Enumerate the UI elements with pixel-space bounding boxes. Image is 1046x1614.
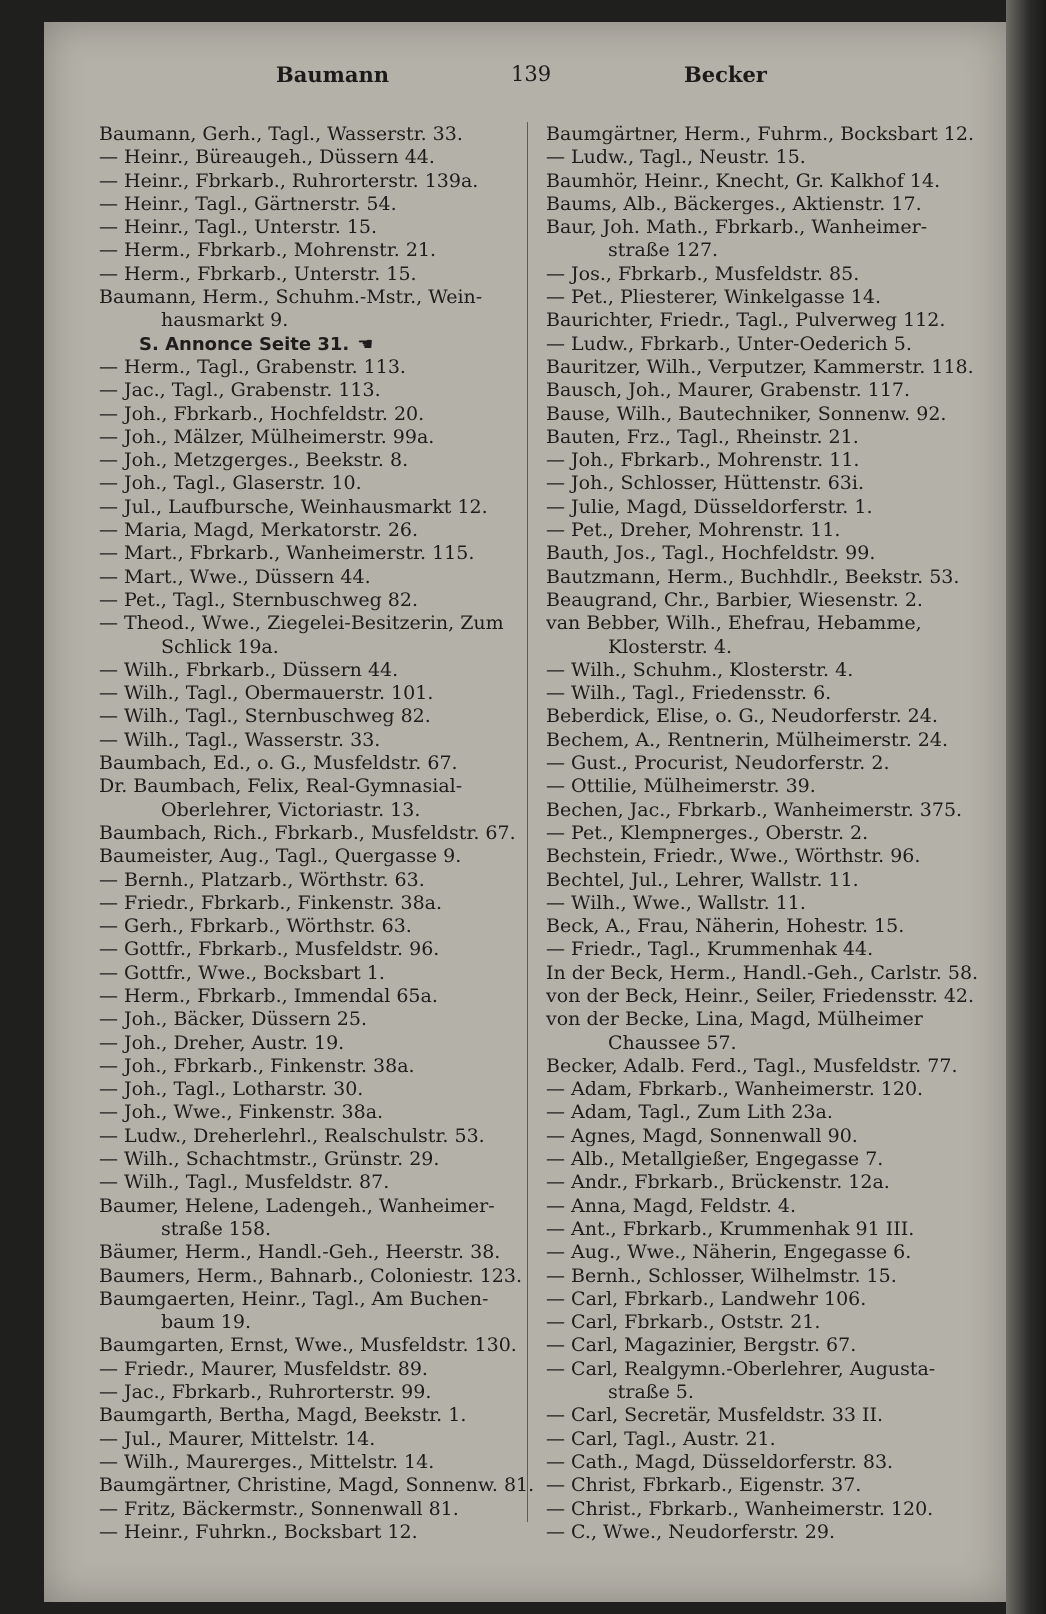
directory-entry: — Adam, Tagl., Zum Lith 23a. xyxy=(546,1101,833,1124)
directory-entry: — Heinr., Fuhrkn., Bocksbart 12. xyxy=(99,1520,418,1543)
directory-entry: Baumgärtner, Christine, Magd, Sonnenw. 81. xyxy=(99,1474,535,1497)
directory-entry: — Ludw., Tagl., Neustr. 15. xyxy=(546,146,806,169)
directory-entry: Baums, Alb., Bäckerges., Aktienstr. 17. xyxy=(546,192,922,215)
directory-entry: — Wilh., Tagl., Obermauerstr. 101. xyxy=(99,682,434,705)
directory-entry: Bauth, Jos., Tagl., Hochfeldstr. 99. xyxy=(546,542,876,565)
directory-entry: — Joh., Tagl., Glaserstr. 10. xyxy=(99,472,362,495)
directory-entry: — Wilh., Maurerges., Mittelstr. 14. xyxy=(99,1450,435,1473)
right-column xyxy=(546,123,986,1544)
directory-entry: — Gust., Procurist, Neudorferstr. 2. xyxy=(546,752,890,775)
directory-entry: Baumbach, Ed., o. G., Musfeldstr. 67. xyxy=(99,752,458,775)
directory-entry: — Pet., Klempnerges., Oberstr. 2. xyxy=(546,821,869,844)
directory-entry: Baumgarten, Ernst, Wwe., Musfeldstr. 130. xyxy=(99,1334,517,1357)
directory-entry: — Joh., Tagl., Lotharstr. 30. xyxy=(99,1078,364,1101)
directory-entry: Baumhör, Heinr., Knecht, Gr. Kalkhof 14. xyxy=(546,169,941,192)
directory-entry: — Ludw., Dreherlehrl., Realschulstr. 53. xyxy=(99,1124,485,1147)
directory-entry: Schlick 19a. xyxy=(161,635,279,658)
header-right-keyword: Becker xyxy=(684,62,767,87)
directory-entry: — Carl, Fbrkarb., Oststr. 21. xyxy=(546,1311,821,1334)
directory-entry: — Joh., Fbrkarb., Finkenstr. 38a. xyxy=(99,1054,415,1077)
directory-entry: — Jul., Maurer, Mittelstr. 14. xyxy=(99,1427,376,1450)
directory-entry: — Carl, Magazinier, Bergstr. 67. xyxy=(546,1334,857,1357)
directory-entry: — Friedr., Fbrkarb., Finkenstr. 38a. xyxy=(99,891,443,914)
directory-entry: — Heinr., Tagl., Gärtnerstr. 54. xyxy=(99,192,397,215)
directory-entry: — Joh., Mälzer, Mülheimerstr. 99a. xyxy=(99,425,435,448)
annonce-reference: S. Annonce Seite 31. ☚ xyxy=(139,333,374,355)
directory-entry: straße 5. xyxy=(608,1381,694,1404)
directory-entry: — Joh., Fbrkarb., Mohrenstr. 11. xyxy=(546,449,860,472)
directory-entry: — Joh., Metzgerges., Beekstr. 8. xyxy=(99,449,409,472)
directory-entry: — Wilh., Tagl., Friedensstr. 6. xyxy=(546,682,832,705)
directory-entry: — Pet., Dreher, Mohrenstr. 11. xyxy=(546,519,841,542)
directory-entry: — Pet., Pliesterer, Winkelgasse 14. xyxy=(546,286,882,309)
directory-page xyxy=(44,22,1006,1602)
directory-entry: — Wilh., Fbrkarb., Düssern 44. xyxy=(99,658,399,681)
directory-entry: In der Beck, Herm., Handl.-Geh., Carlstr. 58. xyxy=(546,961,979,984)
directory-entry: — Ludw., Fbrkarb., Unter-Oederich 5. xyxy=(546,332,912,355)
directory-entry: Bauten, Frz., Tagl., Rheinstr. 21. xyxy=(546,425,859,448)
directory-entry: — Heinr., Tagl., Unterstr. 15. xyxy=(99,216,378,239)
directory-entry: — Friedr., Tagl., Krummenhak 44. xyxy=(546,938,874,961)
directory-entry: von der Beck, Heinr., Seiler, Friedensstr. 42. xyxy=(546,984,975,1007)
directory-entry: — Joh., Wwe., Finkenstr. 38a. xyxy=(99,1101,384,1124)
directory-entry: — Gottfr., Fbrkarb., Musfeldstr. 96. xyxy=(99,938,440,961)
directory-entry: — Carl, Fbrkarb., Landwehr 106. xyxy=(546,1287,867,1310)
directory-entry: Baumeister, Aug., Tagl., Quergasse 9. xyxy=(99,845,462,868)
directory-entry: — Ottilie, Mülheimerstr. 39. xyxy=(546,775,816,798)
header-left-keyword: Baumann xyxy=(276,62,389,87)
directory-entry: von der Becke, Lina, Magd, Mülheimer xyxy=(546,1008,923,1031)
directory-entry: Bauritzer, Wilh., Verputzer, Kammerstr. 118. xyxy=(546,355,974,378)
directory-entry: Beaugrand, Chr., Barbier, Wiesenstr. 2. xyxy=(546,588,923,611)
directory-entry: — Maria, Magd, Merkatorstr. 26. xyxy=(99,519,419,542)
directory-entry: — Pet., Tagl., Sternbuschweg 82. xyxy=(99,588,419,611)
directory-entry: — C., Wwe., Neudorferstr. 29. xyxy=(546,1520,835,1543)
directory-entry: — Carl, Secretär, Musfeldstr. 33 II. xyxy=(546,1404,884,1427)
directory-entry: Baumann, Herm., Schuhm.-Mstr., Wein- xyxy=(99,286,483,309)
directory-entry: — Friedr., Maurer, Musfeldstr. 89. xyxy=(99,1357,428,1380)
directory-entry: — Mart., Wwe., Düssern 44. xyxy=(99,565,371,588)
directory-entry: — Wilh., Schuhm., Klosterstr. 4. xyxy=(546,658,854,681)
directory-entry: Bechen, Jac., Fbrkarb., Wanheimerstr. 375. xyxy=(546,798,963,821)
directory-entry: — Cath., Magd, Düsseldorferstr. 83. xyxy=(546,1450,894,1473)
directory-entry: Becker, Adalb. Ferd., Tagl., Musfeldstr. 77. xyxy=(546,1054,958,1077)
directory-entry: Beck, A., Frau, Näherin, Hohestr. 15. xyxy=(546,915,905,938)
directory-entry: — Jos., Fbrkarb., Musfeldstr. 85. xyxy=(546,262,860,285)
directory-entry: straße 158. xyxy=(161,1217,272,1240)
directory-entry: Chaussee 57. xyxy=(608,1031,737,1054)
directory-entry: — Jac., Fbrkarb., Ruhrorterstr. 99. xyxy=(99,1381,432,1404)
directory-entry: — Joh., Bäcker, Düssern 25. xyxy=(99,1008,368,1031)
directory-entry: — Joh., Schlosser, Hüttenstr. 63i. xyxy=(546,472,864,495)
directory-entry: Bechem, A., Rentnerin, Mülheimerstr. 24. xyxy=(546,728,948,751)
directory-entry: straße 127. xyxy=(608,239,719,262)
directory-entry: — Agnes, Magd, Sonnenwall 90. xyxy=(546,1124,858,1147)
directory-entry: Oberlehrer, Victoriastr. 13. xyxy=(161,798,421,821)
directory-entry: — Christ, Fbrkarb., Eigenstr. 37. xyxy=(546,1474,862,1497)
directory-entry: — Herm., Tagl., Grabenstr. 113. xyxy=(99,355,406,378)
directory-entry: — Ant., Fbrkarb., Krummenhak 91 III. xyxy=(546,1217,915,1240)
directory-entry: — Wilh., Schachtmstr., Grünstr. 29. xyxy=(99,1148,440,1171)
directory-entry: — Bernh., Platzarb., Wörthstr. 63. xyxy=(99,868,425,891)
directory-entry: — Joh., Fbrkarb., Hochfeldstr. 20. xyxy=(99,402,425,425)
directory-entry: Bausch, Joh., Maurer, Grabenstr. 117. xyxy=(546,379,911,402)
directory-entry: Bechtel, Jul., Lehrer, Wallstr. 11. xyxy=(546,868,859,891)
directory-entry: — Joh., Dreher, Austr. 19. xyxy=(99,1031,345,1054)
directory-entry: — Anna, Magd, Feldstr. 4. xyxy=(546,1194,797,1217)
directory-entry: — Jac., Tagl., Grabenstr. 113. xyxy=(99,379,381,402)
book-spine xyxy=(1006,0,1046,1614)
directory-entry: Baumgaerten, Heinr., Tagl., Am Buchen- xyxy=(99,1287,489,1310)
directory-entry: Bechstein, Friedr., Wwe., Wörthstr. 96. xyxy=(546,845,921,868)
directory-entry: — Mart., Fbrkarb., Wanheimerstr. 115. xyxy=(99,542,475,565)
directory-entry: Baumgärtner, Herm., Fuhrm., Bocksbart 12. xyxy=(546,123,974,145)
directory-entry: Baur, Joh. Math., Fbrkarb., Wanheimer- xyxy=(546,216,928,239)
directory-entry: — Theod., Wwe., Ziegelei-Besitzerin, Zum xyxy=(99,612,504,635)
left-column xyxy=(99,123,539,1544)
directory-entry: Klosterstr. 4. xyxy=(608,635,733,658)
directory-entry: — Wilh., Tagl., Musfeldstr. 87. xyxy=(99,1171,390,1194)
directory-entry: Bäumer, Herm., Handl.-Geh., Heerstr. 38. xyxy=(99,1241,501,1264)
directory-entry: van Bebber, Wilh., Ehefrau, Hebamme, xyxy=(546,612,922,635)
directory-entry: baum 19. xyxy=(161,1311,251,1334)
directory-entry: — Herm., Fbrkarb., Unterstr. 15. xyxy=(99,262,417,285)
directory-entry: — Bernh., Schlosser, Wilhelmstr. 15. xyxy=(546,1264,897,1287)
directory-entry: Baumers, Herm., Bahnarb., Coloniestr. 123. xyxy=(99,1264,523,1287)
directory-entry: Baumer, Helene, Ladengeh., Wanheimer- xyxy=(99,1194,495,1217)
directory-entry: — Heinr., Fbrkarb., Ruhrorterstr. 139a. xyxy=(99,169,479,192)
directory-entry: — Wilh., Wwe., Wallstr. 11. xyxy=(546,891,806,914)
directory-entry: Bautzmann, Herm., Buchhdlr., Beekstr. 53. xyxy=(546,565,960,588)
page-header xyxy=(44,62,1006,92)
directory-entry: — Jul., Laufbursche, Weinhausmarkt 12. xyxy=(99,495,488,518)
directory-entry: — Heinr., Büreaugeh., Düssern 44. xyxy=(99,146,435,169)
directory-entry: — Gottfr., Wwe., Bocksbart 1. xyxy=(99,961,385,984)
directory-entry: — Gerh., Fbrkarb., Wörthstr. 63. xyxy=(99,915,412,938)
directory-entry: Baumgarth, Bertha, Magd, Beekstr. 1. xyxy=(99,1404,467,1427)
pointing-hand-icon: ☚ xyxy=(357,333,374,355)
page-number: 139 xyxy=(511,62,552,86)
directory-entry: — Carl, Tagl., Austr. 21. xyxy=(546,1427,776,1450)
directory-entry: — Herm., Fbrkarb., Immendal 65a. xyxy=(99,984,438,1007)
directory-entry: — Alb., Metallgießer, Engegasse 7. xyxy=(546,1148,884,1171)
directory-entry: — Aug., Wwe., Näherin, Engegasse 6. xyxy=(546,1241,912,1264)
directory-entry: — Andr., Fbrkarb., Brückenstr. 12a. xyxy=(546,1171,890,1194)
directory-entry: — Christ., Fbrkarb., Wanheimerstr. 120. xyxy=(546,1497,934,1520)
directory-entry: Bause, Wilh., Bautechniker, Sonnenw. 92. xyxy=(546,402,947,425)
directory-entry: — Carl, Realgymn.-Oberlehrer, Augusta- xyxy=(546,1357,936,1380)
directory-entry: hausmarkt 9. xyxy=(161,309,289,332)
directory-entry: — Herm., Fbrkarb., Mohrenstr. 21. xyxy=(99,239,437,262)
directory-entry: — Julie, Magd, Düsseldorferstr. 1. xyxy=(546,495,873,518)
directory-entry: Beberdick, Elise, o. G., Neudorferstr. 24. xyxy=(546,705,938,728)
directory-entry: Dr. Baumbach, Felix, Real-Gymnasial- xyxy=(99,775,463,798)
directory-entry: — Fritz, Bäckermstr., Sonnenwall 81. xyxy=(99,1497,459,1520)
directory-entry: Baumbach, Rich., Fbrkarb., Musfeldstr. 67. xyxy=(99,821,516,844)
directory-entry: — Wilh., Tagl., Sternbuschweg 82. xyxy=(99,705,431,728)
directory-entry: Baurichter, Friedr., Tagl., Pulverweg 112. xyxy=(546,309,946,332)
directory-entry: — Wilh., Tagl., Wasserstr. 33. xyxy=(99,728,381,751)
directory-entry: — Adam, Fbrkarb., Wanheimerstr. 120. xyxy=(546,1078,924,1101)
directory-entry: Baumann, Gerh., Tagl., Wasserstr. 33. xyxy=(99,123,463,145)
